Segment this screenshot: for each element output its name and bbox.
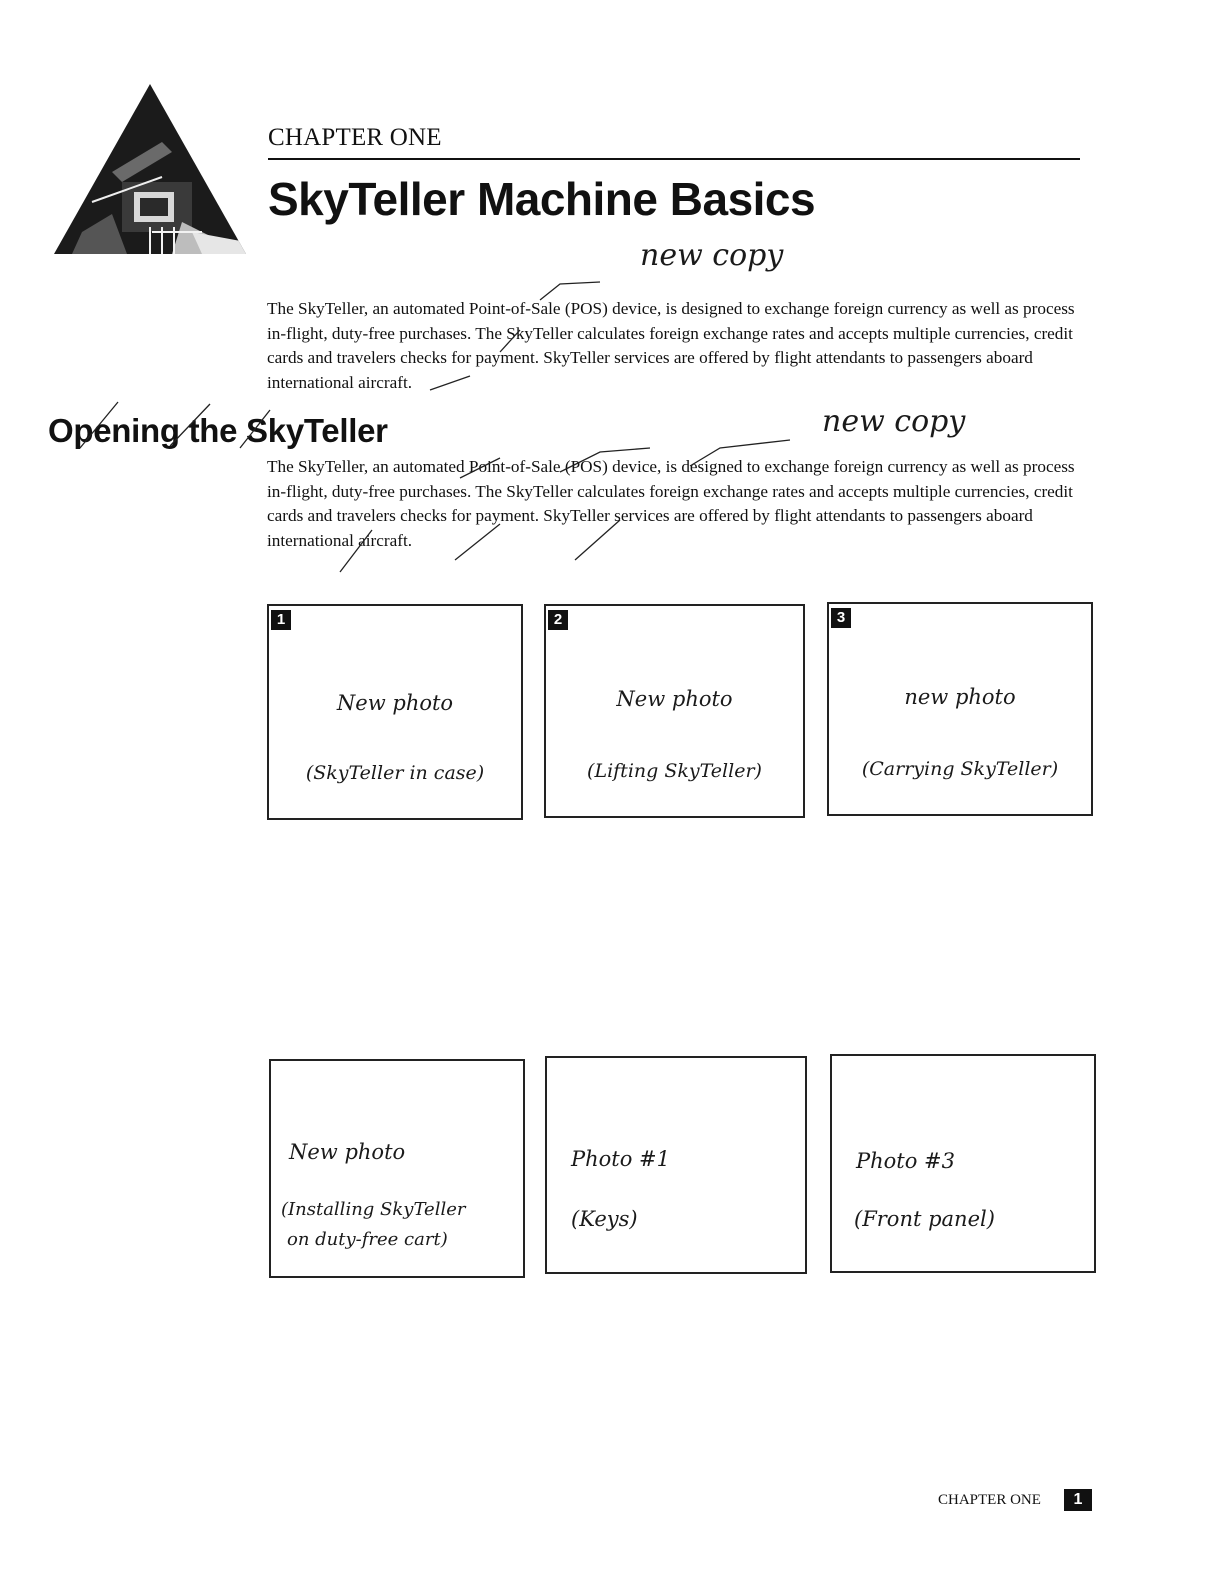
photo-note-line1: Photo #1 xyxy=(571,1147,671,1171)
handwritten-note-intro: new copy xyxy=(640,238,784,273)
photo-note-line1: New photo xyxy=(289,1140,406,1164)
photo-note-line2: (Lifting SkyTeller) xyxy=(587,760,762,782)
photo-number-badge: 1 xyxy=(271,610,291,630)
photo-note-line1: New photo xyxy=(616,687,733,711)
intro-paragraph: The SkyTeller, an automated Point-of-Sale (POS) device, is designed to exchange foreign currency as well as process in-flight, duty-free purchases. The SkyTeller calculates foreign exchange rates and accepts multiple currencies, credit cards and travelers checks for payment. SkyTeller services are offered by flight attendants to passengers aboard international aircraft. xyxy=(267,299,1075,392)
footer-chapter-label: CHAPTER ONE xyxy=(938,1492,1041,1508)
photo-number-badge: 3 xyxy=(831,608,851,628)
photo-note-line1: New photo xyxy=(336,691,454,715)
photo-placeholder-6 xyxy=(830,1054,1096,1273)
section-heading: Opening the SkyTeller xyxy=(48,412,388,449)
photo-note-line1: new photo xyxy=(904,685,1016,709)
photo-placeholder-1 xyxy=(267,604,523,820)
photo-number-badge: 2 xyxy=(548,610,568,630)
photo-note-line2: (Keys) xyxy=(571,1207,638,1231)
photo-note-line2: (Installing SkyTeller xyxy=(281,1199,466,1220)
photo-note-line1: Photo #3 xyxy=(856,1149,956,1173)
photo-note-line2: (SkyTeller in case) xyxy=(305,762,485,784)
handwritten-note-section: new copy xyxy=(822,404,966,439)
photo-placeholder-2 xyxy=(544,604,805,818)
chapter-label: CHAPTER ONE xyxy=(268,124,442,151)
photo-note-line3: on duty-free cart) xyxy=(287,1229,448,1250)
photo-placeholder-4 xyxy=(269,1059,525,1278)
photo-placeholder-3 xyxy=(827,602,1093,816)
page-title: SkyTeller Machine Basics xyxy=(268,173,816,225)
page-number: 1 xyxy=(1064,1489,1092,1511)
chapter-logo xyxy=(52,82,248,257)
section-paragraph: The SkyTeller, an automated Point-of-Sale (POS) device, is designed to exchange foreign currency as well as process in-flight, duty-free purchases. The SkyTeller calculates foreign exchange rates and accepts multiple currencies, credit cards and travelers checks for payment. SkyTeller services are offered by flight attendants to passengers aboard international aircraft. xyxy=(267,457,1075,550)
photo-placeholder-5 xyxy=(545,1056,807,1274)
photo-note-line2: (Front panel) xyxy=(854,1207,995,1231)
photo-note-line2: (Carrying SkyTeller) xyxy=(861,758,1059,780)
chapter-rule xyxy=(268,158,1080,160)
